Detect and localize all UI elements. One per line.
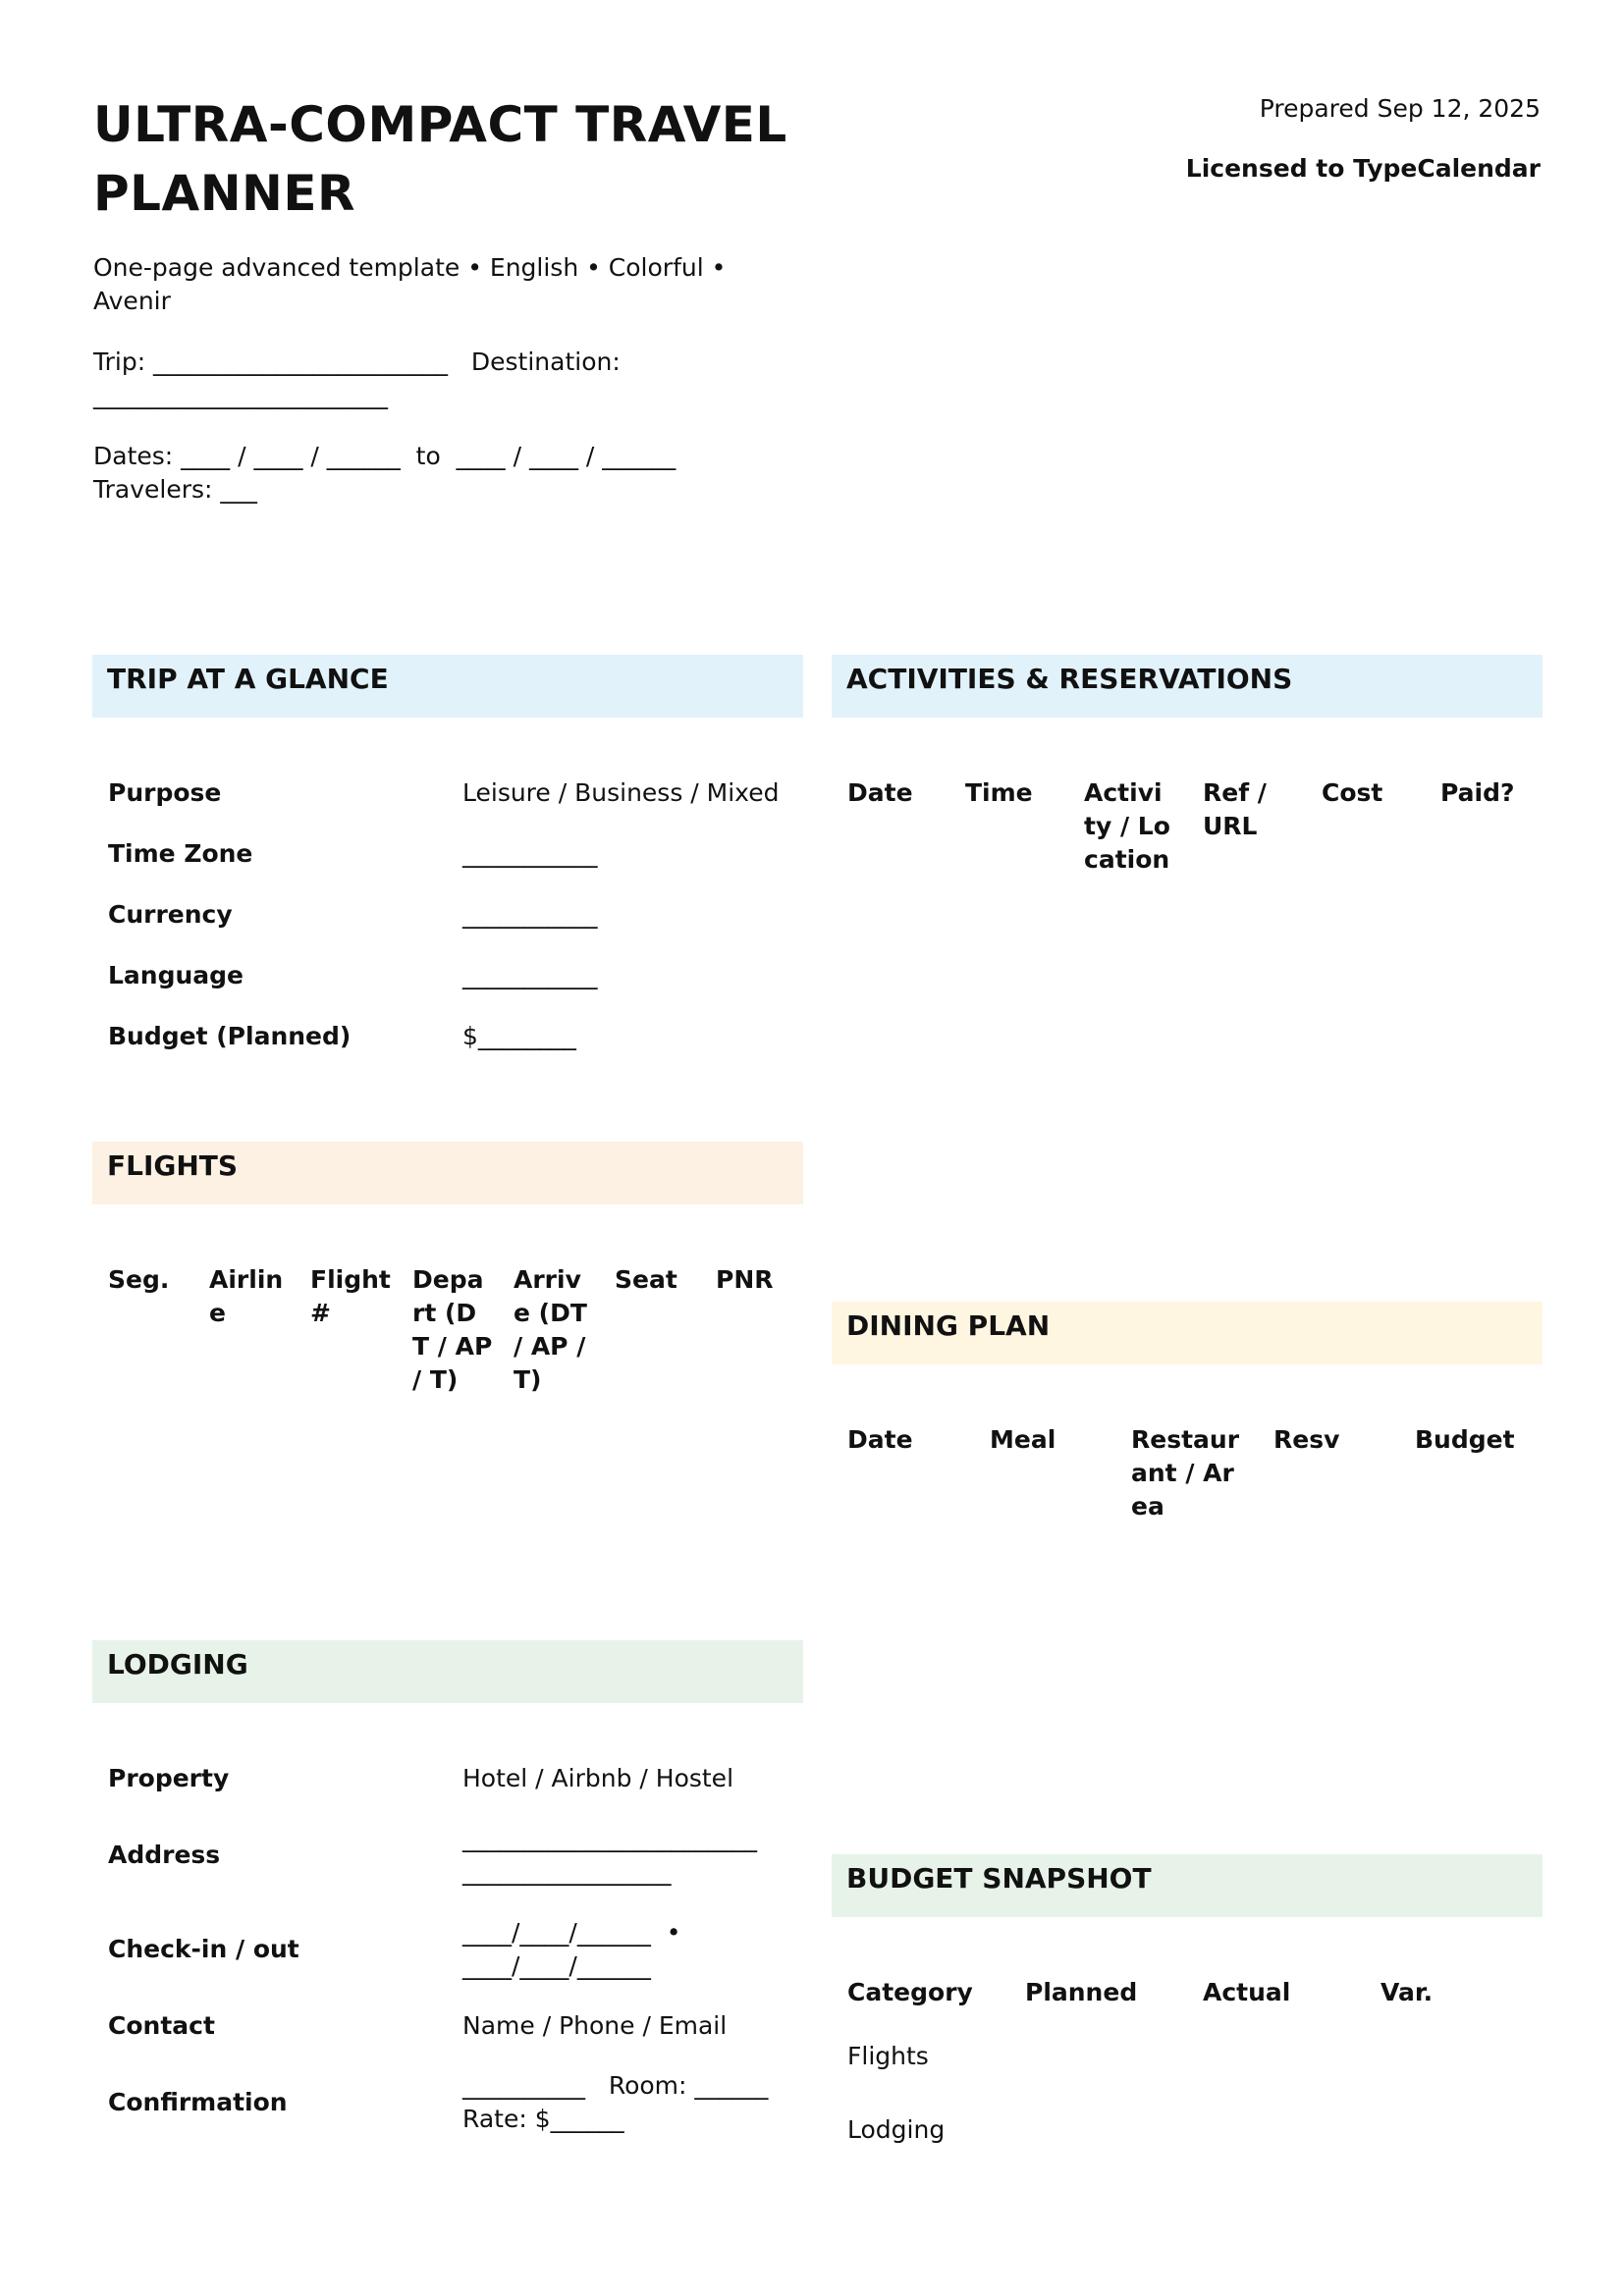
glance-label: Purpose [108, 778, 222, 807]
column-header: Meal [990, 1425, 1056, 1454]
column-header: Planned [1025, 1978, 1138, 2006]
dates-line: Dates: ____ / ____ / ______ to ____ / ____ / ______ [93, 442, 677, 470]
column-header: Activity / Location [1084, 778, 1170, 874]
column-header: Budget [1415, 1425, 1515, 1454]
column-header: Var. [1380, 1978, 1434, 2006]
trip-destination-line[interactable] [93, 346, 800, 412]
column-header: Flight # [310, 1265, 391, 1327]
section-flights: FLIGHTS [92, 1142, 803, 1204]
column-header: Category [847, 1978, 973, 2006]
prepared-date: Prepared Sep 12, 2025 [1259, 94, 1541, 123]
travelers-line: Travelers: ___ [93, 475, 257, 504]
column-header: Restaurant / Area [1131, 1425, 1240, 1521]
column-header: Date [847, 1425, 913, 1454]
glance-value[interactable]: Leisure / Business / Mixed [462, 778, 780, 807]
section-trip-at-a-glance: TRIP AT A GLANCE [92, 655, 803, 718]
lodging-value[interactable]: Name / Phone / Email [462, 2011, 728, 2040]
budget-row-category: Flights [847, 2042, 929, 2070]
glance-label: Language [108, 961, 244, 989]
dates-travelers-block[interactable] [93, 440, 800, 507]
column-header: Ref / URL [1203, 778, 1267, 840]
page-title: ULTRA-COMPACT TRAVEL PLANNER [93, 96, 787, 222]
section-dining: DINING PLAN [832, 1302, 1543, 1364]
lodging-label: Address [108, 1841, 221, 1869]
lodging-value[interactable]: __________ Room: ______ Rate: $______ [462, 2071, 769, 2133]
column-header: Seat [615, 1265, 677, 1294]
lodging-label: Contact [108, 2011, 215, 2040]
budget-row-category: Lodging [847, 2115, 946, 2144]
trip-destination-text: Trip: ________________________ Destination: ________________________ [93, 347, 628, 409]
column-header: Paid? [1440, 778, 1515, 807]
section-lodging: LODGING [92, 1640, 803, 1703]
column-header: Actual [1203, 1978, 1291, 2006]
lodging-label: Property [108, 1764, 230, 1792]
column-header: Date [847, 778, 913, 807]
column-header: Time [965, 778, 1033, 807]
section-budget: BUDGET SNAPSHOT [832, 1854, 1543, 1917]
glance-value[interactable]: ___________ [462, 839, 598, 868]
subtitle: One-page advanced template • English • Colorful • Avenir [93, 253, 727, 315]
column-header: PNR [716, 1265, 774, 1294]
glance-label: Time Zone [108, 839, 253, 868]
glance-value[interactable]: ___________ [462, 900, 598, 929]
column-header: Arrive (DT / AP / T) [514, 1265, 587, 1394]
column-header: Seg. [108, 1265, 170, 1294]
column-header: Depart (DT / AP / T) [412, 1265, 493, 1394]
glance-label: Budget (Planned) [108, 1022, 352, 1050]
section-activities: ACTIVITIES & RESERVATIONS [832, 655, 1543, 718]
license-note: Licensed to TypeCalendar [1185, 154, 1541, 183]
lodging-value[interactable]: ____/____/______ • ____/____/______ [462, 1918, 681, 1980]
glance-value[interactable]: ___________ [462, 961, 598, 989]
glance-label: Currency [108, 900, 233, 929]
lodging-value[interactable]: Hotel / Airbnb / Hostel [462, 1764, 734, 1792]
lodging-value[interactable]: ________________________ _________________ [462, 1824, 757, 1886]
glance-value[interactable]: $________ [462, 1022, 576, 1050]
lodging-label: Confirmation [108, 2088, 288, 2116]
column-header: Airline [209, 1265, 284, 1327]
lodging-label: Check-in / out [108, 1935, 299, 1963]
column-header: Cost [1322, 778, 1383, 807]
column-header: Resv [1273, 1425, 1340, 1454]
